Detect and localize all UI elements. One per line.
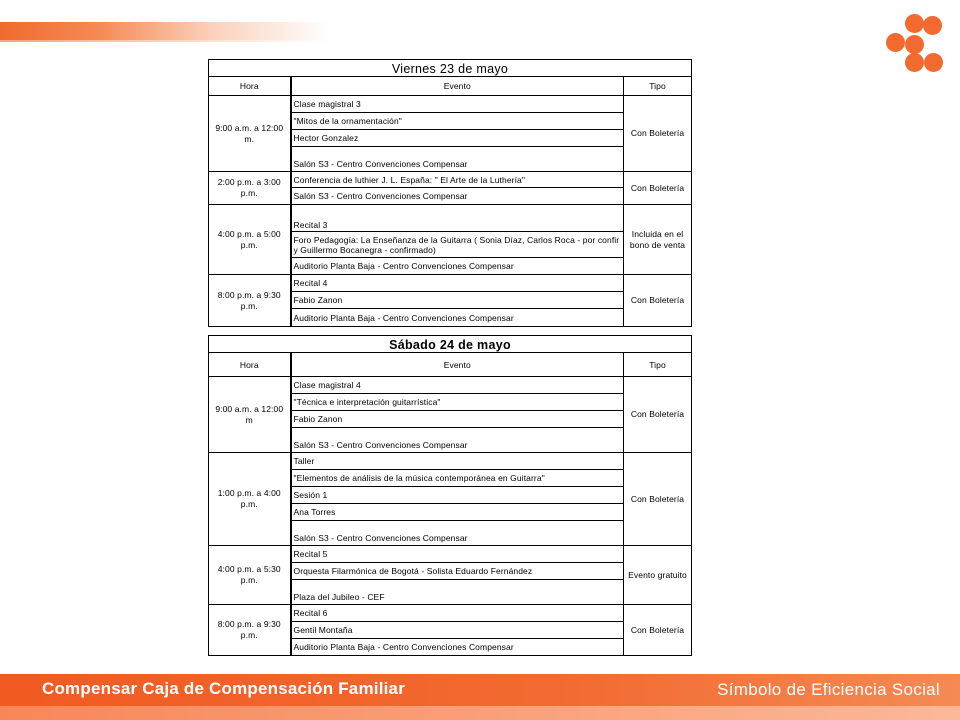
event-line: Salón S3 - Centro Convenciones Compensar [291, 521, 624, 546]
event-line: Conferencia de luthier J. L. España: " El Arte de la Luthería" [291, 172, 624, 188]
event-line: Plaza del Jubileo - CEF [291, 580, 624, 605]
header-tipo: Tipo [624, 353, 692, 377]
event-line: Recital 6 [291, 605, 624, 622]
slot-tipo: Con Boletería [624, 172, 692, 205]
footer-strip [0, 706, 960, 720]
header-evento: Evento [291, 353, 624, 377]
slot-hora: 4:00 p.m. a 5:30 p.m. [209, 546, 291, 605]
event-line: Foro Pedagogía: La Enseñanza de la Guitarra ( Sonia Díaz, Carlos Roca - por confir y Guillermo Bocanegra - confirmado) [291, 232, 624, 258]
top-accent-line [0, 40, 330, 42]
event-line: Fabio Zanon [291, 292, 624, 309]
schedule-table-day2 [208, 335, 692, 656]
event-line: Clase magistral 3 [291, 96, 624, 113]
compensar-logo-icon [884, 14, 944, 74]
slot-tipo: Incluida en el bono de venta [624, 205, 692, 275]
slot-tipo: Con Boletería [624, 96, 692, 172]
event-line: Taller [291, 453, 624, 470]
header-evento: Evento [291, 77, 624, 96]
header-tipo: Tipo [624, 77, 692, 96]
event-line: Salón S3 - Centro Convenciones Compensar [291, 188, 624, 205]
event-line: Fabio Zanon [291, 411, 624, 428]
slot-hora: 9:00 a.m. a 12:00 m [209, 377, 291, 453]
event-line: Auditorio Planta Baja - Centro Convenciones Compensar [291, 309, 624, 327]
event-line: "Elementos de análisis de la música contemporánea en Guitarra" [291, 470, 624, 487]
event-line: Recital 3 [291, 205, 624, 232]
header-hora: Hora [209, 353, 291, 377]
footer-org-name: Compensar Caja de Compensación Familiar [42, 679, 406, 698]
slot-hora: 9:00 a.m. a 12:00 m. [209, 96, 291, 172]
slot-tipo: Con Boletería [624, 275, 692, 327]
slot-tipo: Con Boletería [624, 605, 692, 656]
slot-tipo: Con Boletería [624, 377, 692, 453]
schedule-table-day1 [208, 59, 692, 327]
slot-hora: 8:00 p.m. a 9:30 p.m. [209, 275, 291, 327]
slot-hora: 4:00 p.m. a 5:00 p.m. [209, 205, 291, 275]
slot-hora: 2:00 p.m. a 3:00 p.m. [209, 172, 291, 205]
event-line: Auditorio Planta Baja - Centro Convenciones Compensar [291, 258, 624, 275]
day-title: Sábado 24 de mayo [209, 336, 692, 353]
top-accent-bar [0, 22, 330, 40]
event-line: "Técnica e interpretación guitarrística" [291, 394, 624, 411]
event-line: Ana Torres [291, 504, 624, 521]
slot-hora: 8:00 p.m. a 9:30 p.m. [209, 605, 291, 656]
header-hora: Hora [209, 77, 291, 96]
event-line: Salón S3 - Centro Convenciones Compensar [291, 428, 624, 453]
event-line: Salón S3 - Centro Convenciones Compensar [291, 147, 624, 172]
event-line: Recital 4 [291, 275, 624, 292]
event-line: Clase magistral 4 [291, 377, 624, 394]
slot-tipo: Con Boletería [624, 453, 692, 546]
event-line: Gentil Montaña [291, 622, 624, 639]
footer-slogan: Símbolo de Eficiencia Social [717, 680, 940, 699]
event-line: Hector Gonzalez [291, 130, 624, 147]
event-line: Recital 5 [291, 546, 624, 563]
event-line: Orquesta Filarmónica de Bogotá - Solista Eduardo Fernández [291, 563, 624, 580]
slot-tipo: Evento gratuito [624, 546, 692, 605]
event-line: Sesión 1 [291, 487, 624, 504]
event-line: "Mitos de la ornamentación" [291, 113, 624, 130]
day-title: Viernes 23 de mayo [209, 60, 692, 77]
event-line: Auditorio Planta Baja - Centro Convenciones Compensar [291, 639, 624, 656]
slot-hora: 1:00 p.m. a 4:00 p.m. [209, 453, 291, 546]
